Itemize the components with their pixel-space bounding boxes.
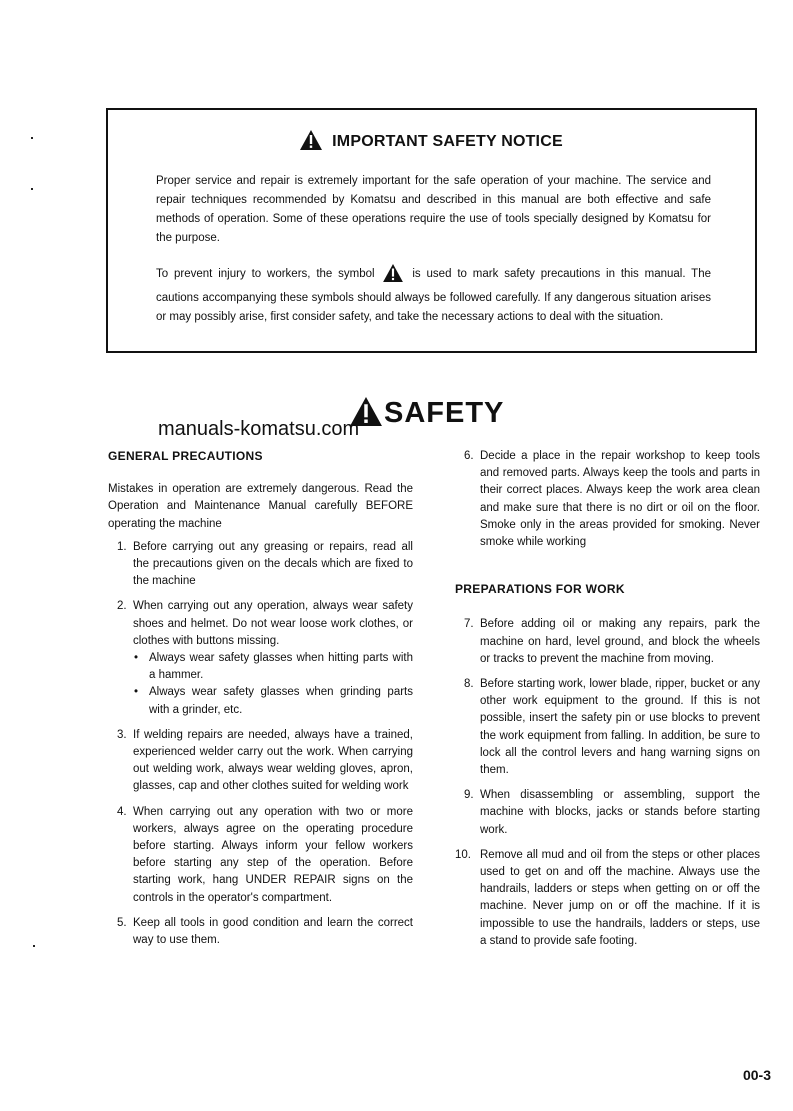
- bullet-item: [133, 650, 413, 684]
- notice-paragraph-2: [156, 264, 711, 327]
- general-precautions-intro: Mistakes in operation are extremely dangerous. Read the Operation and Maintenance Manual carefully BEFORE operating the machine: [108, 483, 413, 530]
- item-number: 1.: [117, 540, 127, 553]
- notice-paragraph-1: Proper service and repair is extremely important for the safe operation of your machine. The service and repair techniques recommended by Komatsu and described in this manual are both effective and safe methods of operation. Some of these operations require the use of tools specially designed by Komatsu for the purpose.: [156, 175, 711, 244]
- notice-title: [108, 130, 755, 155]
- list-item: [455, 448, 760, 551]
- scan-speck: [31, 188, 33, 190]
- item-text: Remove all mud and oil from the steps or other places used to get on and off the machine. Always use the handrails, ladders or steps when getting on or off the machine. Never jump on or off the machine. If it is impossible to use the handrails, ladders or steps, use a stand to provide safe footing.: [480, 848, 760, 947]
- bullet-dot-icon: •: [134, 686, 139, 699]
- scan-speck: [33, 945, 35, 947]
- item-text: When disassembling or assembling, support the machine with blocks, jacks or stands before starting work.: [480, 789, 760, 836]
- bullet-item: [133, 684, 413, 718]
- bullet-text: Always wear safety glasses when grinding parts with a grinder, etc.: [149, 686, 413, 716]
- list-item: [108, 915, 413, 949]
- item-number: 5.: [117, 916, 127, 929]
- item-text: Before adding oil or making any repairs, park the machine on hard, level ground, and block the wheels or tracks to prevent the machine from moving.: [480, 618, 760, 665]
- general-precautions-column: [108, 448, 413, 957]
- notice-paragraph-2-start: To prevent injury to workers, the symbol: [156, 268, 375, 280]
- watermark: manuals-komatsu.com: [158, 418, 360, 440]
- warning-triangle-icon: [300, 130, 322, 155]
- right-column: [455, 448, 760, 958]
- list-item: [455, 676, 760, 779]
- safety-heading: [350, 396, 504, 434]
- list-item: [108, 598, 413, 718]
- item-number: 7.: [464, 618, 474, 631]
- scan-speck: [31, 137, 33, 139]
- list-item: [455, 616, 760, 668]
- item-number: 4.: [117, 805, 127, 818]
- page-number: 00-3: [742, 1067, 771, 1083]
- item-text: If welding repairs are needed, always have a trained, experienced welder carry out the work. When carrying out welding work, always wear welding gloves, apron, glasses, cap and other clothes suited for welding work: [133, 728, 413, 793]
- important-safety-notice-box: [106, 108, 757, 353]
- item-number: 6.: [464, 450, 474, 462]
- item-number: 9.: [464, 789, 474, 802]
- item-number: 8.: [464, 678, 474, 691]
- item-text: Keep all tools in good condition and learn the correct way to use them.: [133, 916, 413, 947]
- item-number: 10.: [455, 848, 471, 861]
- list-item: [455, 787, 760, 839]
- item-number: 2.: [117, 600, 127, 613]
- list-item: [455, 847, 760, 950]
- list-item: [108, 804, 413, 907]
- item-text: Before carrying out any greasing or repairs, read all the precautions given on the decals which are fixed to the machine: [133, 540, 413, 588]
- bullet-dot-icon: •: [134, 652, 139, 665]
- item-text: When carrying out any operation with two or more workers, always agree on the operating procedure before starting. Always inform your fellow workers before starting any step of the operation. Before starting work, hang UNDER REPAIR signs on the controls in the operator's compartment.: [133, 805, 413, 904]
- bullet-text: Always wear safety glasses when hitting parts with a hammer.: [149, 652, 413, 682]
- notice-paragraph-2-end: is used to mark safety precautions in this manual. The cautions accompanying these symbols should always be followed carefully. If any dangerous situation arises or may possibly arise, first consider safety, and take the necessary actions to deal with the situation.: [156, 268, 712, 323]
- list-item: [108, 727, 413, 796]
- item-text: When carrying out any operation, always wear safety shoes and helmet. Do not wear loose work clothes, or clothes with buttons missing.: [133, 600, 413, 647]
- warning-triangle-icon: [383, 264, 403, 289]
- item-number: 3.: [117, 728, 127, 741]
- item-text: Decide a place in the repair workshop to keep tools and removed parts. Always keep the tools and parts in their correct places. Always keep the work area clean and make sure that there is no dirt or oil on the floor. Smoke only in the areas provided for smoking. Never smoke while working: [480, 450, 760, 549]
- list-item: [108, 539, 413, 591]
- item-text: Before starting work, lower blade, ripper, bucket or any other work equipment to the ground. If this is not possible, insert the safety pin or use blocks to prevent the work equipment from falling. In addition, be sure to lock all the control levers and hang warning signs on them.: [480, 678, 760, 777]
- section-heading-preparations-for-work: PREPARATIONS FOR WORK: [455, 582, 625, 597]
- notice-title-text: IMPORTANT SAFETY NOTICE: [332, 133, 563, 150]
- safety-heading-text: SAFETY: [384, 397, 505, 429]
- section-heading-general-precautions: GENERAL PRECAUTIONS: [108, 449, 263, 463]
